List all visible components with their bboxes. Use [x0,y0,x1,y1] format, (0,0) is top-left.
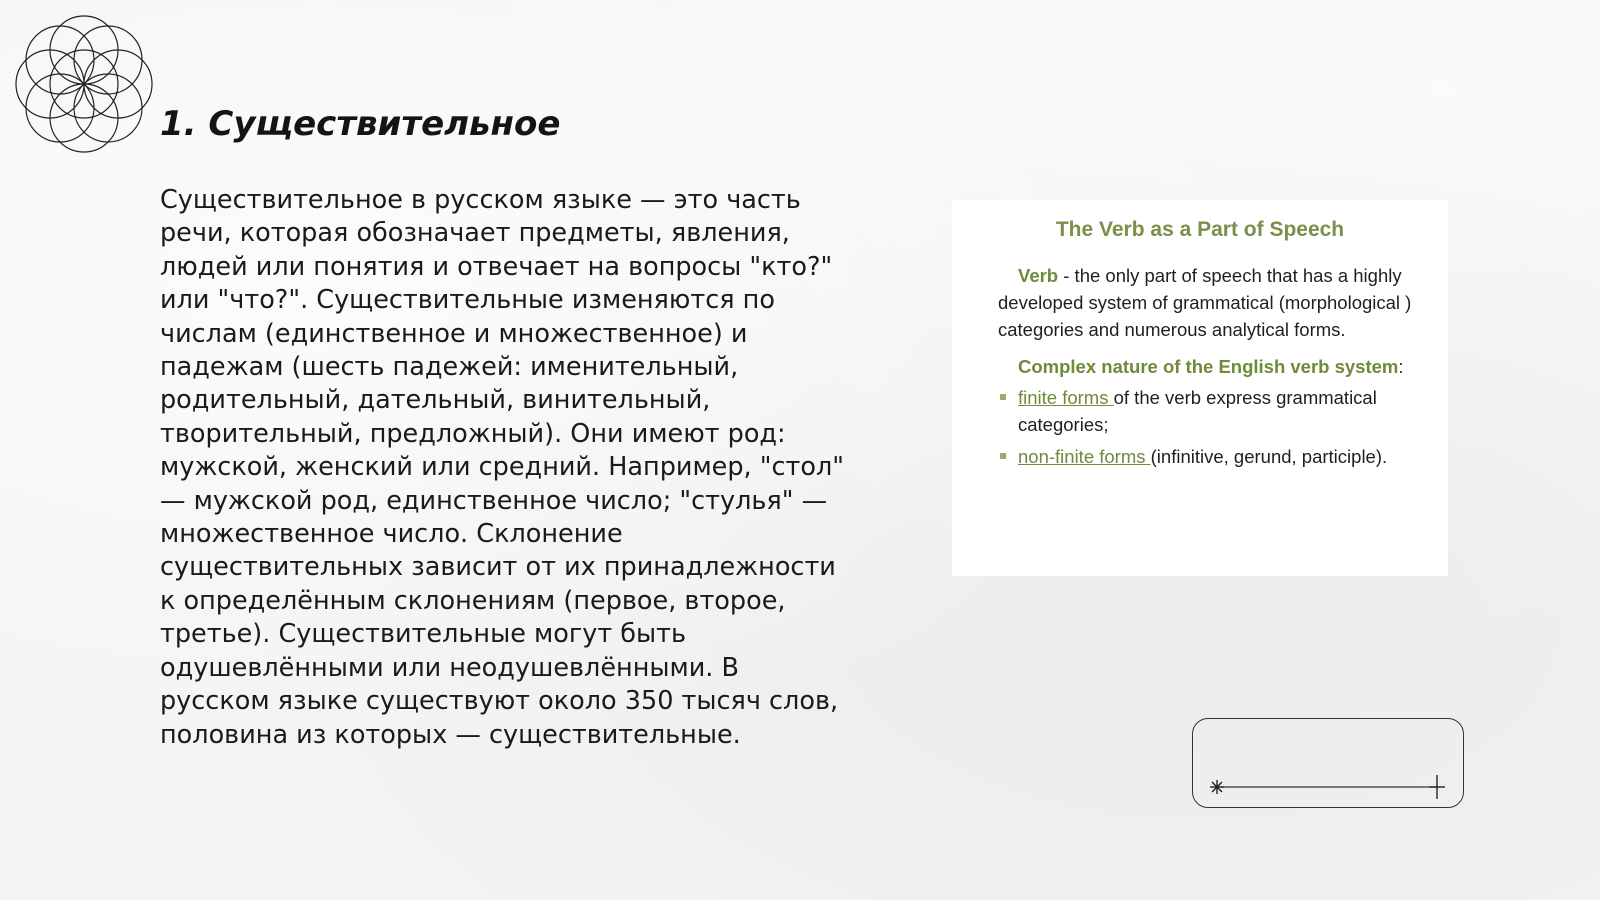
spirograph-logo-icon [10,10,158,158]
square-bullet-icon [1000,453,1006,459]
card-definition [998,262,1422,343]
list-item-text: (infinitive, gerund, participle). [1150,446,1388,467]
sparkle-icon [1210,780,1224,794]
definition-term: Verb [1018,265,1059,286]
list-item-text: of the verb express grammatical categories; [1018,387,1377,435]
subheading-text: Complex nature of the English verb system [1018,356,1399,377]
list-item [998,384,1422,438]
plus-star-icon [1429,775,1445,799]
non-finite-forms-link[interactable]: non-finite forms [1018,446,1151,467]
card-subheading [1018,353,1422,380]
subheading-colon: : [1398,356,1404,377]
slide-title: 1. Существительное [160,104,561,144]
square-bullet-icon [1000,394,1006,400]
card-title: The Verb as a Part of Speech [1055,218,1345,241]
definition-text: - the only part of speech that has a highly developed system of grammatical (morphological ) categories and numerous analytical forms. [998,265,1412,340]
decorative-frame [1192,718,1464,808]
slide-body-text: Существительное в русском языке — это часть речи, которая обозначает предметы, явления, людей или понятия и отвечает на вопросы "кто?" или "что?". Существительные изменяются по числам (единственное и множественное) и падежам (шесть падежей: именительный, родительный, дательный, винительный, творительный, предложный). Они имеют род: мужской, женский или средний. Например, "стол" — мужской род, единственное число; "стулья" — множественное число. Склонение существительных зависит от их принадлежности к определённым склонениям (первое, второе, третье). Существительные могут быть одушевлёнными или неодушевлёнными. В русском языке существуют около 350 тысяч слов, половина из которых — существительные. [160,185,845,750]
verb-card-image [952,200,1448,576]
list-item [998,443,1422,470]
finite-forms-link[interactable]: finite forms [1018,387,1114,408]
card-list [998,384,1422,470]
